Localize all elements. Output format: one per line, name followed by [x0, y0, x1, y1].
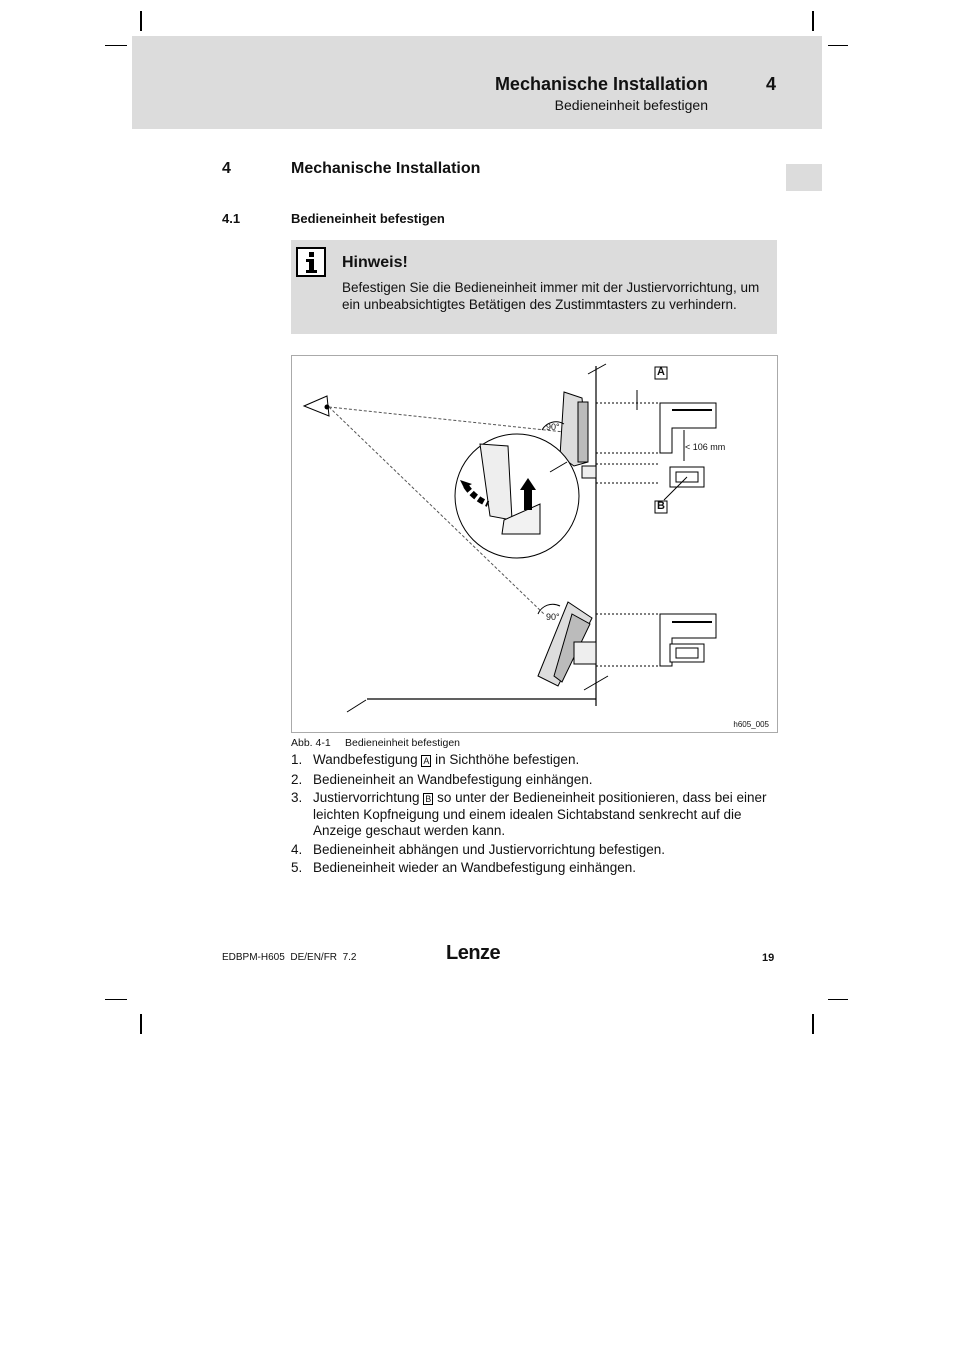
caption-number: Abb. 4-1	[291, 737, 331, 749]
note-title: Hinweis!	[342, 254, 408, 271]
subsection-title: Bedieneinheit befestigen	[291, 211, 445, 226]
angle-label-top: 90°	[546, 422, 560, 432]
header-title: Mechanische Installation	[494, 74, 708, 94]
dimension-label: < 106 mm	[685, 442, 726, 452]
figure-id: h605_005	[733, 720, 769, 729]
list-item: 1. Wandbefestigung A in Sichthöhe befestigen.	[291, 752, 580, 767]
crop-mark	[828, 999, 848, 1000]
angle-label-bottom: 90°	[546, 612, 560, 622]
ref-label: A	[423, 756, 430, 766]
subsection-number: 4.1	[222, 211, 241, 226]
page-number: 19	[762, 952, 775, 964]
note-text: Befestigen Sie die Bedieneinheit immer mit der Justiervorrichtung, um ein unbeabsichtigtes Betätigen des Zustimmtasters zu verhindern.	[342, 280, 760, 312]
section-title: Mechanische Installation	[291, 160, 481, 177]
section-number: 4	[222, 160, 231, 177]
list-item: 2. Bedieneinheit an Wandbefestigung einhängen.	[291, 771, 593, 787]
step-list	[291, 752, 781, 879]
footer-doc-id: EDBPM-H605 DE/EN/FR 7.2	[222, 952, 357, 963]
header-band	[132, 36, 822, 129]
mounting-diagram	[292, 356, 777, 732]
crop-mark	[812, 1014, 814, 1034]
header-subtitle: Bedieneinheit befestigen	[554, 97, 708, 113]
lenze-logo: Lenze	[446, 942, 501, 964]
crop-mark	[140, 11, 142, 31]
list-item: 3. Justiervorrichtung B so unter der Bedieneinheit positionieren, dass bei einer leichten Kopfneigung und einem idealen Sichtabstand senkrecht auf die Anzeige geschaut werden kann.	[291, 790, 767, 838]
label-a: A	[657, 366, 665, 378]
figure-caption	[291, 737, 460, 749]
crop-mark	[105, 45, 127, 46]
header-chapter-number: 4	[766, 74, 777, 94]
list-item: 4. Bedieneinheit abhängen und Justiervorrichtung befestigen.	[291, 841, 666, 857]
list-item: 5. Bedieneinheit wieder an Wandbefestigung einhängen.	[291, 860, 636, 875]
crop-mark	[105, 999, 127, 1000]
crop-mark	[812, 11, 814, 31]
label-b: B	[657, 500, 665, 512]
crop-mark	[828, 45, 848, 46]
info-icon	[296, 247, 326, 277]
crop-mark	[140, 1014, 142, 1034]
ref-label: B	[425, 794, 432, 804]
figure-frame	[291, 355, 778, 733]
caption-text: Bedieneinheit befestigen	[345, 737, 461, 749]
chapter-tab	[786, 164, 822, 191]
